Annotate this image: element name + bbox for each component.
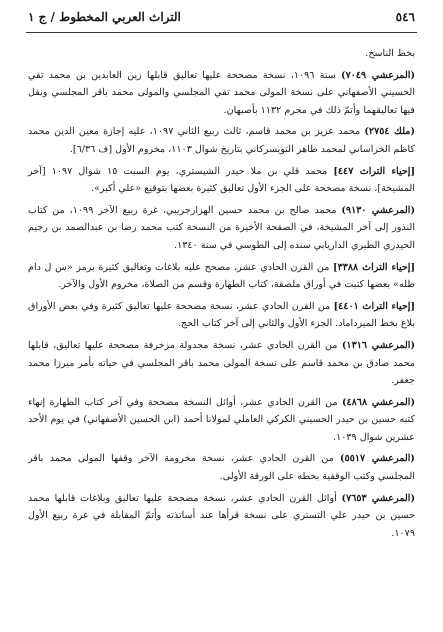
entry-8 — [28, 337, 415, 390]
entry-text: من القرن الحادي عشر، أوائل النسخة مصححة وفي آخر كتاب الطهارة إنهاء كتبه حسين بن حيدر الحسيني الكركي العاملي لمولانا أحمد (ابن الحسين الأصفهاني) في يوم الأحد عشرين شوال ١٠٣٩. — [28, 396, 415, 443]
page-header — [22, 10, 421, 30]
entry-tag: (المرعشي ٥٥١٧) — [340, 453, 415, 465]
entry-6 — [28, 259, 415, 294]
entry-text: بخط الناسخ. — [365, 48, 415, 59]
entry-tag: (المرعشي ٩١٣٠) — [341, 204, 415, 216]
entry-11 — [28, 490, 415, 543]
entry-tag: [إحياء التراث ٤٤٠١] — [333, 300, 415, 312]
entry-7 — [28, 298, 415, 333]
entry-text: من القرن الحادي عشر، نسخة مجدولة مزخرفة مصححة عليها تعاليق، قابلها محمد صادق بن محمد قاسم على نسخة المولى محمد باقر المجلسي في حياته بأمر ميرزا محمد جعفر. — [28, 339, 415, 387]
document-page — [22, 10, 421, 622]
entry-tag: (المرعشي ٤٨٦٨) — [341, 396, 415, 408]
entry-text: من القرن الحادي عشر، نسخة مخرومة الآخر وقفها المولى محمد باقر المجلسي وكتب الوقفية بخطه على الورقة الأولى. — [28, 453, 415, 483]
entry-2 — [28, 67, 415, 120]
entry-text: محمد عزيز بن محمد قاسم، ثالث ربيع الثاني ١٠٩٧، عليه إجازة معين الدين محمد كاظم الخراساني لمحمد طاهر التويسركاني بتاريخ شوال ١١٠٣، مخروم الأول [ف ٦/٣٦]. — [28, 126, 415, 155]
entry-9 — [28, 394, 415, 447]
entry-list — [22, 45, 421, 542]
entry-1 — [28, 45, 415, 63]
entry-text: محمد قلي بن ملا حيدر الشيستري، يوم السبت ١٥ شوال ١٠٩٧ [آخر المشيخة]، نسخة مصححة على الجزء الأول تعاليق كثيرة بعضها بتوقيع «علي أكبر». — [28, 165, 415, 195]
entry-4 — [28, 163, 415, 198]
entry-tag: (المرعشي ٧٠٤٩) — [341, 69, 415, 81]
entry-5 — [28, 202, 415, 255]
entry-10 — [28, 450, 415, 485]
entry-text: من القرن الحادي عشر، نسخة مصححة عليها تعاليق كثيرة وفي بعض الأوراق بلاغ بخط الميرداماد. الجزء الأول والثاني إلى آخر كتاب الحج. — [28, 300, 415, 330]
entry-text: أوائل القرن الحادي عشر، نسخة مصححة عليها تعاليق وبلاغات قابلها محمد حسين بن حيدر علي التستري على نسخة قرأها عند أساتذته وأتمّ المقابلة في غرة ربيع الأول ١٠٧٩. — [28, 492, 415, 539]
entry-tag: (المرعشي ٧٦٥٣) — [341, 492, 415, 504]
entry-3 — [28, 123, 415, 158]
entry-tag: (المرعشي ١٣١٦) — [341, 339, 415, 351]
entry-tag: (ملك ٢٧٥٤) — [364, 126, 415, 138]
entry-text: محمد صالح بن محمد حسين الهزارجريبي، غرة ربيع الآخر ١٠٩٩، من كتاب النذور إلى آخر المشيخة، في الصفحة الأخيرة من النسخة كتب محمد رضا بن عبدالصمد بن رجيم الحيدري الطبري الداريابي سنده إلى الطوسي في سنة ١٣٤٠. — [28, 204, 415, 251]
running-title: التراث العربي المخطوط / ج ١ — [28, 10, 181, 24]
header-rule — [26, 32, 417, 33]
entry-tag: [إحياء التراث ٣٣٨٨] — [333, 261, 415, 273]
entry-tag: [إحياء التراث ٤٤٧] — [333, 165, 415, 177]
page-number: ٥٤٦ — [395, 10, 415, 24]
entry-text: من القرن الحادي عشر، مصحح عليه بلاغات وتعاليق كثيرة برمز «س ل دام ظله» بعضها كتبت في أوراق ملصقة، كتاب الطهارة وقسم من الصلاة، مخروم الأول والآخر. — [28, 261, 415, 291]
entry-text: سنة ١٠٩٦، نسخة مصححة عليها تعاليق قابلها زين العابدين بن محمد تقي الحسيني الأصفهاني على نسخة المولى محمد تقي المجلسي والمولى محمد باقر المجلسي ونقل فيها تعاليقهما وأتمّ ذلك في محرم ١١٣٢ بأصبهان. — [28, 69, 415, 116]
